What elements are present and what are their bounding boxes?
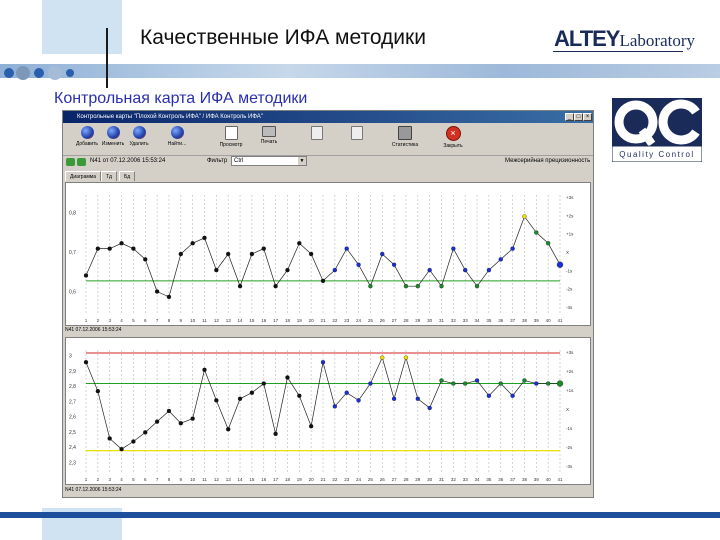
data-point <box>345 391 349 395</box>
y-tick-label: 2,5 <box>69 429 76 436</box>
x-tick-label: 39 <box>533 318 539 323</box>
x-tick-label: 40 <box>545 318 551 323</box>
data-point <box>451 247 455 251</box>
record-row <box>63 155 593 169</box>
x-tick-label: 25 <box>367 318 373 323</box>
data-point <box>345 247 349 251</box>
y-tick-label: 2,8 <box>69 384 76 391</box>
printer-icon <box>262 126 276 137</box>
building-icon <box>398 126 412 140</box>
sigma-label: -2s <box>566 445 573 450</box>
data-point <box>226 252 230 256</box>
data-point <box>392 263 396 267</box>
data-point <box>155 290 159 294</box>
y-tick-label: 3 <box>69 353 72 360</box>
data-point <box>285 268 289 272</box>
tab-bar <box>63 170 593 182</box>
x-tick-label: 11 <box>202 477 207 482</box>
filter-value: Ctrl <box>234 158 244 164</box>
window-titlebar <box>63 111 593 123</box>
control-chart-window <box>62 110 594 498</box>
data-point <box>557 381 563 387</box>
x-tick-label: 9 <box>179 318 183 323</box>
data-point <box>321 360 325 364</box>
add-button[interactable]: Добавить <box>65 125 109 153</box>
statistics-button[interactable]: Статистика <box>383 125 427 153</box>
blue-ball-icon <box>133 126 146 139</box>
x-tick-label: 3 <box>108 477 111 482</box>
sigma-label: +2s <box>566 213 574 219</box>
data-point <box>84 273 88 277</box>
x-tick-label: 18 <box>284 477 290 482</box>
data-point <box>380 252 384 256</box>
data-point <box>179 252 183 256</box>
x-tick-label: 13 <box>225 477 231 482</box>
data-point <box>238 284 242 288</box>
x-tick-label: 24 <box>356 318 362 323</box>
x-tick-label: 26 <box>379 318 385 323</box>
x-tick-label: 10 <box>190 318 196 323</box>
data-point <box>557 262 563 268</box>
decor-square-top <box>42 0 122 54</box>
close-button[interactable]: × Закрыть <box>443 128 463 149</box>
decor-band <box>0 64 720 78</box>
sigma-label: X <box>566 250 570 255</box>
x-tick-label: 8 <box>167 318 171 323</box>
data-point <box>108 247 112 251</box>
green-arrow-icon[interactable] <box>77 158 86 166</box>
data-point <box>191 241 195 245</box>
x-tick-label: 31 <box>438 318 445 323</box>
x-tick-label: 16 <box>261 477 267 482</box>
x-tick-label: 37 <box>510 477 516 482</box>
minimize-button[interactable]: _ <box>565 113 574 121</box>
decor-bottom-bar <box>0 512 720 518</box>
delete-button[interactable]: Удалить <box>117 125 161 153</box>
data-point <box>262 382 266 386</box>
data-point <box>546 241 550 245</box>
record-label: N41 от 07.12.2006 15:53:24 <box>90 158 166 164</box>
x-tick-label: 35 <box>486 318 492 323</box>
x-tick-label: 41 <box>557 477 563 482</box>
y-tick-label: 2,6 <box>69 414 76 421</box>
x-tick-label: 27 <box>391 318 397 323</box>
decor-vertical-line <box>106 28 108 88</box>
doc-icon <box>351 126 363 140</box>
x-tick-label: 33 <box>462 477 468 482</box>
x-tick-label: 8 <box>167 477 171 482</box>
x-tick-label: 30 <box>427 318 433 323</box>
filter-select[interactable] <box>231 156 307 166</box>
x-tick-label: 4 <box>120 318 123 323</box>
x-tick-label: 6 <box>143 477 147 482</box>
x-tick-label: 14 <box>237 477 243 482</box>
data-point <box>167 295 171 299</box>
close-window-button[interactable]: × <box>583 113 592 121</box>
x-tick-label: 32 <box>450 318 456 323</box>
tab-td[interactable]: Тд <box>101 171 117 181</box>
x-tick-label: 12 <box>213 477 219 482</box>
data-point <box>96 247 100 251</box>
x-tick-label: 7 <box>155 318 159 323</box>
x-tick-label: 29 <box>415 318 421 323</box>
sigma-label: +1s <box>566 231 574 237</box>
data-point <box>179 421 183 425</box>
data-point <box>440 379 444 383</box>
data-point <box>167 409 171 413</box>
data-point <box>463 382 467 386</box>
x-tick-label: 38 <box>521 477 527 482</box>
preview-icon <box>225 126 238 140</box>
sigma-label: +2s <box>566 369 574 374</box>
x-tick-label: 16 <box>261 318 267 323</box>
x-tick-label: 36 <box>498 318 504 323</box>
data-point <box>463 268 467 272</box>
sigma-label: -3s <box>566 305 573 310</box>
logo-underline <box>553 51 683 52</box>
sigma-label: -2s <box>566 286 573 292</box>
sigma-label: -3s <box>566 464 573 469</box>
data-point <box>214 268 218 272</box>
x-tick-label: 28 <box>403 477 409 482</box>
x-tick-label: 2 <box>96 477 100 482</box>
data-point <box>309 424 313 428</box>
doc-button-2[interactable] <box>335 125 379 153</box>
data-point <box>475 379 479 383</box>
x-tick-label: 10 <box>190 477 196 482</box>
data-point <box>191 417 195 421</box>
x-tick-label: 38 <box>521 318 527 323</box>
y-tick-label: 0,8 <box>69 210 76 217</box>
data-point <box>297 241 301 245</box>
altey-logo: ALTEYLaboratory <box>554 26 696 51</box>
window-title: Контрольные карты "Плохой Контроль ИФА" / ИФА Контроль ИФА" <box>77 114 263 120</box>
data-point <box>274 432 278 436</box>
data-point <box>487 268 491 272</box>
doc-icon <box>311 126 323 140</box>
data-point <box>131 440 135 444</box>
data-point <box>546 382 550 386</box>
data-point <box>416 284 420 288</box>
x-tick-label: 7 <box>155 477 159 482</box>
y-tick-label: 0,6 <box>69 289 76 296</box>
print-button[interactable]: Печать <box>247 125 291 153</box>
data-point <box>84 360 88 364</box>
data-point <box>238 397 242 401</box>
data-point <box>250 252 254 256</box>
data-point <box>522 379 526 383</box>
data-point <box>309 252 313 256</box>
x-tick-label: 15 <box>249 318 255 323</box>
x-tick-label: 36 <box>498 477 504 482</box>
x-tick-label: 15 <box>249 477 255 482</box>
data-point <box>214 398 218 402</box>
x-tick-label: 33 <box>462 318 468 323</box>
sigma-label: X <box>566 407 570 412</box>
chart-panel-1 <box>65 182 591 326</box>
sigma-label: +1s <box>566 388 574 393</box>
data-point <box>357 398 361 402</box>
data-point <box>357 263 361 267</box>
x-tick-label: 12 <box>213 318 219 323</box>
x-tick-label: 37 <box>510 318 516 323</box>
x-tick-label: 30 <box>427 477 433 482</box>
data-point <box>297 394 301 398</box>
chevron-down-icon: ▼ <box>299 158 305 164</box>
x-tick-label: 23 <box>344 477 350 482</box>
data-point <box>416 397 420 401</box>
tab-bd[interactable]: Бд <box>119 171 135 181</box>
data-point <box>274 284 278 288</box>
sigma-label: +3s <box>566 350 574 355</box>
data-point <box>143 257 147 261</box>
x-tick-label: 24 <box>356 477 362 482</box>
y-tick-label: 0,7 <box>69 250 76 256</box>
x-tick-label: 35 <box>486 477 492 482</box>
x-tick-label: 17 <box>273 477 279 482</box>
qc-words: Quality Control <box>619 150 695 159</box>
x-tick-label: 3 <box>108 318 111 323</box>
x-tick-label: 25 <box>367 477 373 482</box>
y-tick-label: 2,7 <box>69 399 76 406</box>
x-tick-label: 13 <box>225 318 231 323</box>
data-point <box>522 214 526 218</box>
data-point <box>96 389 100 393</box>
x-tick-label: 22 <box>332 318 338 323</box>
preview-button[interactable]: Просмотр <box>209 125 253 153</box>
data-point <box>440 284 444 288</box>
data-point <box>499 382 503 386</box>
x-tick-label: 21 <box>320 318 326 323</box>
x-tick-label: 20 <box>308 477 314 482</box>
data-point <box>499 257 503 261</box>
slide-subtitle: Контрольная карта ИФА методики <box>54 90 308 107</box>
data-point <box>368 382 372 386</box>
data-point <box>511 394 515 398</box>
x-tick-label: 4 <box>120 477 123 482</box>
x-tick-label: 20 <box>308 318 314 323</box>
tab-diagram[interactable]: Диаграмма <box>65 171 101 181</box>
chart1-status: N41 07.12.2006 15:53:24 <box>65 327 122 333</box>
y-tick-label: 2,4 <box>69 445 76 452</box>
maximize-button[interactable]: □ <box>574 113 583 121</box>
data-point <box>404 356 408 360</box>
x-tick-label: 11 <box>202 318 207 323</box>
data-point <box>404 284 408 288</box>
slide-title: Качественные ИФА методики <box>140 26 426 49</box>
individual-chart <box>66 338 590 484</box>
data-point <box>203 236 207 240</box>
data-point <box>333 268 337 272</box>
x-tick-label: 41 <box>557 318 563 323</box>
x-tick-label: 29 <box>415 477 421 482</box>
x-tick-label: 17 <box>273 318 279 323</box>
x-tick-label: 6 <box>143 318 147 323</box>
edit-button[interactable]: Изменить <box>91 125 135 153</box>
x-tick-label: 31 <box>438 477 445 482</box>
data-point <box>333 404 337 408</box>
data-point <box>131 247 135 251</box>
data-point <box>108 436 112 440</box>
x-tick-label: 39 <box>533 477 539 482</box>
y-tick-label: 2,3 <box>69 460 76 467</box>
x-tick-label: 22 <box>332 477 338 482</box>
doc-button-1[interactable] <box>295 125 339 153</box>
x-tick-label: 34 <box>474 318 480 323</box>
x-tick-label: 5 <box>132 477 135 482</box>
data-point <box>428 268 432 272</box>
sigma-label: -1s <box>566 426 573 431</box>
sigma-label: -1s <box>566 268 573 274</box>
sigma-label: +3s <box>566 195 574 200</box>
x-tick-label: 14 <box>237 318 243 323</box>
data-point <box>475 284 479 288</box>
data-point <box>368 284 372 288</box>
data-point <box>487 394 491 398</box>
chart2-status: N41 07.12.2006 15:53:24 <box>65 487 122 493</box>
data-point <box>534 231 538 235</box>
data-point <box>226 427 230 431</box>
x-tick-label: 18 <box>284 318 290 323</box>
x-tick-label: 5 <box>132 318 135 323</box>
blue-ball-icon <box>171 126 184 139</box>
x-tick-label: 19 <box>296 477 302 482</box>
filter-label: Фильтр <box>207 158 228 164</box>
x-tick-label: 19 <box>296 318 302 323</box>
x-tick-label: 32 <box>450 477 456 482</box>
qc-logo <box>612 98 702 162</box>
toolbar <box>63 123 593 156</box>
data-point <box>203 368 207 372</box>
x-tick-label: 34 <box>474 477 480 482</box>
data-point <box>285 375 289 379</box>
y-tick-label: 2,9 <box>69 368 76 375</box>
x-tick-label: 23 <box>344 318 350 323</box>
data-point <box>392 397 396 401</box>
green-arrow-icon[interactable] <box>66 158 75 166</box>
data-point <box>321 279 325 283</box>
x-tick-label: 40 <box>545 477 551 482</box>
data-point <box>250 391 254 395</box>
data-point <box>511 247 515 251</box>
x-tick-label: 1 <box>84 477 88 482</box>
data-point <box>120 241 124 245</box>
x-tick-label: 26 <box>379 477 385 482</box>
x-tick-label: 21 <box>320 477 326 482</box>
close-icon: × <box>446 126 461 141</box>
find-button[interactable]: Найти... <box>155 125 199 153</box>
data-point <box>155 420 159 424</box>
right-status: Межсерийная прецизионность <box>505 158 591 164</box>
data-point <box>534 382 538 386</box>
xbar-chart <box>66 183 590 325</box>
x-tick-label: 27 <box>391 477 397 482</box>
x-tick-label: 9 <box>179 477 183 482</box>
data-point <box>451 382 455 386</box>
chart-panel-2 <box>65 337 591 485</box>
data-point <box>143 430 147 434</box>
data-point <box>428 406 432 410</box>
data-point <box>262 247 266 251</box>
data-point <box>120 447 124 451</box>
x-tick-label: 1 <box>84 318 88 323</box>
data-point <box>380 356 384 360</box>
x-tick-label: 2 <box>96 318 100 323</box>
x-tick-label: 28 <box>403 318 409 323</box>
